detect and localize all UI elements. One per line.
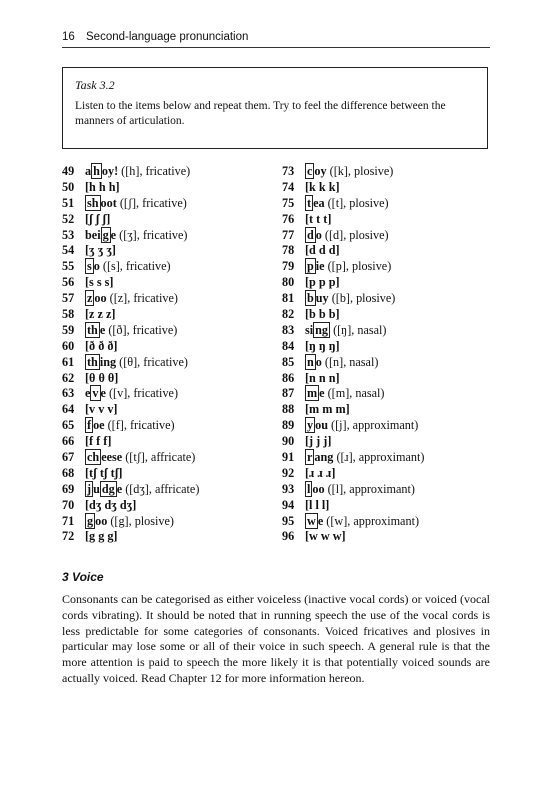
item-number: 96: [282, 529, 295, 544]
item-number: 78: [282, 243, 295, 258]
highlighted-letters: y: [307, 418, 314, 433]
list-item: [62, 450, 199, 466]
item-transcription: [m m m]: [305, 402, 350, 417]
item-word: z oo: [87, 291, 107, 306]
item-number: 73: [282, 164, 295, 178]
item-word: ch eese: [87, 450, 123, 465]
item-gloss: ([f], fricative): [104, 418, 175, 433]
item-transcription: [s s s]: [85, 275, 114, 290]
item-number: 87: [282, 386, 295, 401]
list-item: [62, 466, 199, 482]
item-transcription: [b b b]: [305, 307, 340, 322]
list-item: [62, 180, 199, 196]
item-gloss: ([l], approximant): [324, 481, 415, 496]
item-number: 91: [282, 450, 295, 465]
highlighted-letters: z: [87, 291, 93, 306]
items-left-column: [62, 164, 199, 545]
item-transcription: [j j j]: [305, 434, 332, 449]
item-number: 60: [62, 338, 75, 353]
list-item: [62, 164, 199, 180]
item-gloss: ([t], plosive): [324, 195, 389, 210]
item-gloss: ([p], plosive): [324, 259, 392, 274]
item-transcription: [h h h]: [85, 179, 120, 194]
item-word: t ea: [307, 195, 325, 210]
list-item: [282, 418, 424, 434]
item-gloss: ([ð], fricative): [105, 322, 178, 337]
list-item: [282, 228, 424, 244]
item-number: 95: [282, 513, 295, 528]
task-box: [62, 67, 488, 149]
highlighted-letters: l: [307, 481, 311, 496]
item-word: a h oy!: [85, 164, 119, 178]
list-item: [62, 371, 199, 387]
list-item: [62, 529, 199, 545]
item-number: 88: [282, 402, 295, 417]
list-item: [62, 514, 199, 530]
item-transcription: [ð ð ð]: [85, 338, 118, 353]
list-item: [282, 482, 424, 498]
item-gloss: ([ɹ], approximant): [333, 450, 425, 465]
list-item: [282, 339, 424, 355]
item-gloss: ([ŋ], nasal): [330, 322, 387, 337]
item-number: 90: [282, 434, 295, 449]
item-transcription: [k k k]: [305, 179, 340, 194]
item-number: 92: [282, 465, 295, 480]
task-title: Task 3.2: [75, 78, 115, 92]
item-word: r ang: [307, 450, 334, 465]
item-word: s o: [87, 259, 100, 274]
item-number: 81: [282, 291, 295, 306]
item-number: 51: [62, 195, 75, 210]
list-item: [282, 243, 424, 259]
item-number: 72: [62, 529, 75, 544]
item-number: 57: [62, 291, 75, 306]
item-number: 49: [62, 164, 75, 178]
item-gloss: ([ʃ], fricative): [116, 195, 187, 210]
item-number: 52: [62, 211, 75, 226]
item-transcription: [z z z]: [85, 307, 116, 322]
list-item: [282, 291, 424, 307]
item-transcription: [ʃ ʃ ʃ]: [85, 211, 111, 226]
highlighted-letters: ch: [87, 450, 100, 465]
item-gloss: ([m], nasal): [324, 386, 385, 401]
item-number: 61: [62, 354, 75, 369]
highlighted-letters: w: [307, 513, 316, 528]
item-transcription: [l l l]: [305, 497, 330, 512]
item-gloss: ([k], plosive): [326, 164, 394, 178]
item-gloss: ([z], fricative): [106, 291, 178, 306]
item-transcription: [n n n]: [305, 370, 340, 385]
item-number: 70: [62, 497, 75, 512]
list-item: [62, 307, 199, 323]
highlighted-letters: p: [307, 259, 314, 274]
item-number: 65: [62, 418, 75, 433]
item-number: 85: [282, 354, 295, 369]
list-item: [282, 529, 424, 545]
item-transcription: [f f f]: [85, 434, 112, 449]
item-number: 55: [62, 259, 75, 274]
item-number: 77: [282, 227, 295, 242]
item-word: y ou: [307, 418, 328, 433]
item-word: w e: [307, 513, 324, 528]
item-word: bei g e: [85, 227, 117, 242]
list-item: [62, 386, 199, 402]
list-item: [62, 275, 199, 291]
list-item: [282, 275, 424, 291]
item-number: 80: [282, 275, 295, 290]
item-transcription: [g g g]: [85, 529, 118, 544]
list-item: [282, 450, 424, 466]
item-gloss: ([s], fricative): [99, 259, 171, 274]
item-gloss: ([b], plosive): [328, 291, 396, 306]
item-number: 93: [282, 481, 295, 496]
list-item: [282, 386, 424, 402]
item-number: 86: [282, 370, 295, 385]
item-number: 89: [282, 418, 295, 433]
item-gloss: ([h], fricative): [118, 164, 191, 178]
item-word: sh oot: [87, 195, 117, 210]
item-word: j u dg e: [87, 481, 123, 496]
highlighted-letters: m: [307, 386, 318, 401]
item-number: 84: [282, 338, 295, 353]
item-word: th e: [87, 322, 106, 337]
list-item: [62, 339, 199, 355]
item-word: c oy: [307, 164, 327, 178]
item-number: 63: [62, 386, 75, 401]
item-number: 76: [282, 211, 295, 226]
list-item: [62, 212, 199, 228]
highlighted-letters: s: [87, 259, 92, 274]
list-item: [62, 243, 199, 259]
item-word: l oo: [307, 481, 325, 496]
list-item: [282, 323, 424, 339]
list-item: [282, 371, 424, 387]
list-item: [62, 434, 199, 450]
list-item: [282, 498, 424, 514]
item-gloss: ([d], plosive): [321, 227, 389, 242]
item-word: g oo: [87, 513, 108, 528]
item-word: b uy: [307, 291, 329, 306]
running-title: Second-language pronunciation: [86, 31, 249, 43]
list-item: [282, 466, 424, 482]
item-gloss: ([j], approximant): [327, 418, 419, 433]
list-item: [62, 482, 199, 498]
item-transcription: [w w w]: [305, 529, 346, 544]
item-word: m e: [307, 386, 325, 401]
list-item: [62, 291, 199, 307]
highlighted-letters: r: [307, 450, 313, 465]
item-number: 94: [282, 497, 295, 512]
highlighted-letters: t: [307, 195, 312, 210]
page-number: 16: [62, 31, 75, 43]
highlighted-letters: b: [307, 291, 314, 306]
section-body: Consonants can be categorised as either voiceless (inactive vocal cords) or voiced (vocal cords vibrating). It should be noted that in running speech the use of the vocal cords is less predictable for some categories of consonants. Voiced fricatives and plosives in particular may lose some or all of their voice in such speech. A general rule is that the more attention is paid to speech the more likely it is that potentially voiced sounds are actually voiced. Read Chapter 12 for more information hereon.: [62, 592, 490, 685]
item-transcription: [tʃ tʃ tʃ]: [85, 465, 123, 480]
list-item: [282, 164, 424, 180]
highlighted-letters: g: [87, 513, 94, 528]
item-number: 69: [62, 481, 75, 496]
highlighted-letters: v: [92, 386, 99, 401]
list-item: [62, 196, 199, 212]
item-number: 71: [62, 513, 75, 528]
item-word: d o: [307, 227, 322, 242]
item-number: 75: [282, 195, 295, 210]
item-transcription: [t t t]: [305, 211, 332, 226]
highlighted-letters: h: [93, 164, 100, 178]
item-number: 74: [282, 179, 295, 194]
highlighted-letters: ng: [315, 322, 329, 337]
item-gloss: ([dʒ], affricate): [122, 481, 200, 496]
item-transcription: [v v v]: [85, 402, 118, 417]
list-item: [62, 355, 199, 371]
item-number: 83: [282, 322, 295, 337]
item-transcription: [ɹ ɹ ɹ]: [305, 465, 336, 480]
page-header: [62, 31, 490, 48]
item-number: 53: [62, 227, 75, 242]
highlighted-letters: th: [87, 322, 98, 337]
list-item: [282, 180, 424, 196]
item-number: 50: [62, 179, 75, 194]
item-word: si ng: [305, 322, 329, 337]
item-gloss: ([v], fricative): [105, 386, 179, 401]
list-item: [282, 434, 424, 450]
highlighted-letters: d: [307, 227, 314, 242]
item-number: 82: [282, 307, 295, 322]
item-transcription: [ʒ ʒ ʒ]: [85, 243, 116, 258]
highlighted-letters: c: [307, 164, 313, 178]
item-transcription: [p p p]: [305, 275, 340, 290]
list-item: [62, 228, 199, 244]
highlighted-letters: n: [307, 354, 314, 369]
list-item: [62, 402, 199, 418]
item-number: 64: [62, 402, 75, 417]
section-title: 3 Voice: [62, 570, 104, 584]
item-gloss: ([w], approximant): [323, 513, 420, 528]
list-item: [62, 418, 199, 434]
highlighted-letters: sh: [87, 195, 99, 210]
item-word: th ing: [87, 354, 117, 369]
item-number: 56: [62, 275, 75, 290]
item-word: p ie: [307, 259, 325, 274]
list-item: [282, 196, 424, 212]
list-item: [282, 307, 424, 323]
list-item: [62, 498, 199, 514]
item-number: 68: [62, 465, 75, 480]
item-word: e v e: [85, 386, 106, 401]
item-number: 58: [62, 307, 75, 322]
list-item: [62, 323, 199, 339]
list-item: [282, 355, 424, 371]
highlighted-letters: f: [87, 418, 92, 433]
list-item: [282, 402, 424, 418]
task-instructions: Listen to the items below and repeat them. Try to feel the difference between the manners of articulation.: [75, 100, 446, 127]
item-number: 66: [62, 434, 75, 449]
item-transcription: [dʒ dʒ dʒ]: [85, 497, 137, 512]
item-gloss: ([ʒ], fricative): [116, 227, 188, 242]
item-number: 59: [62, 322, 75, 337]
highlighted-letters: j: [87, 481, 92, 496]
item-number: 62: [62, 370, 75, 385]
item-gloss: ([g], plosive): [107, 513, 174, 528]
item-transcription: [ŋ ŋ ŋ]: [305, 338, 340, 353]
item-transcription: [d d d]: [305, 243, 340, 258]
item-gloss: ([n], nasal): [321, 354, 379, 369]
item-word: f oe: [87, 418, 105, 433]
highlighted-letters: g: [102, 227, 109, 242]
item-word: n o: [307, 354, 322, 369]
list-item: [282, 259, 424, 275]
list-item: [282, 514, 424, 530]
list-item: [62, 259, 199, 275]
item-number: 54: [62, 243, 75, 258]
highlighted-letters: dg: [101, 481, 115, 496]
highlighted-letters: th: [87, 354, 98, 369]
item-transcription: [θ θ θ]: [85, 370, 119, 385]
item-gloss: ([tʃ], affricate): [122, 450, 196, 465]
item-gloss: ([θ], fricative): [116, 354, 188, 369]
item-number: 79: [282, 259, 295, 274]
list-item: [282, 212, 424, 228]
items-right-column: [282, 164, 424, 545]
item-number: 67: [62, 450, 75, 465]
